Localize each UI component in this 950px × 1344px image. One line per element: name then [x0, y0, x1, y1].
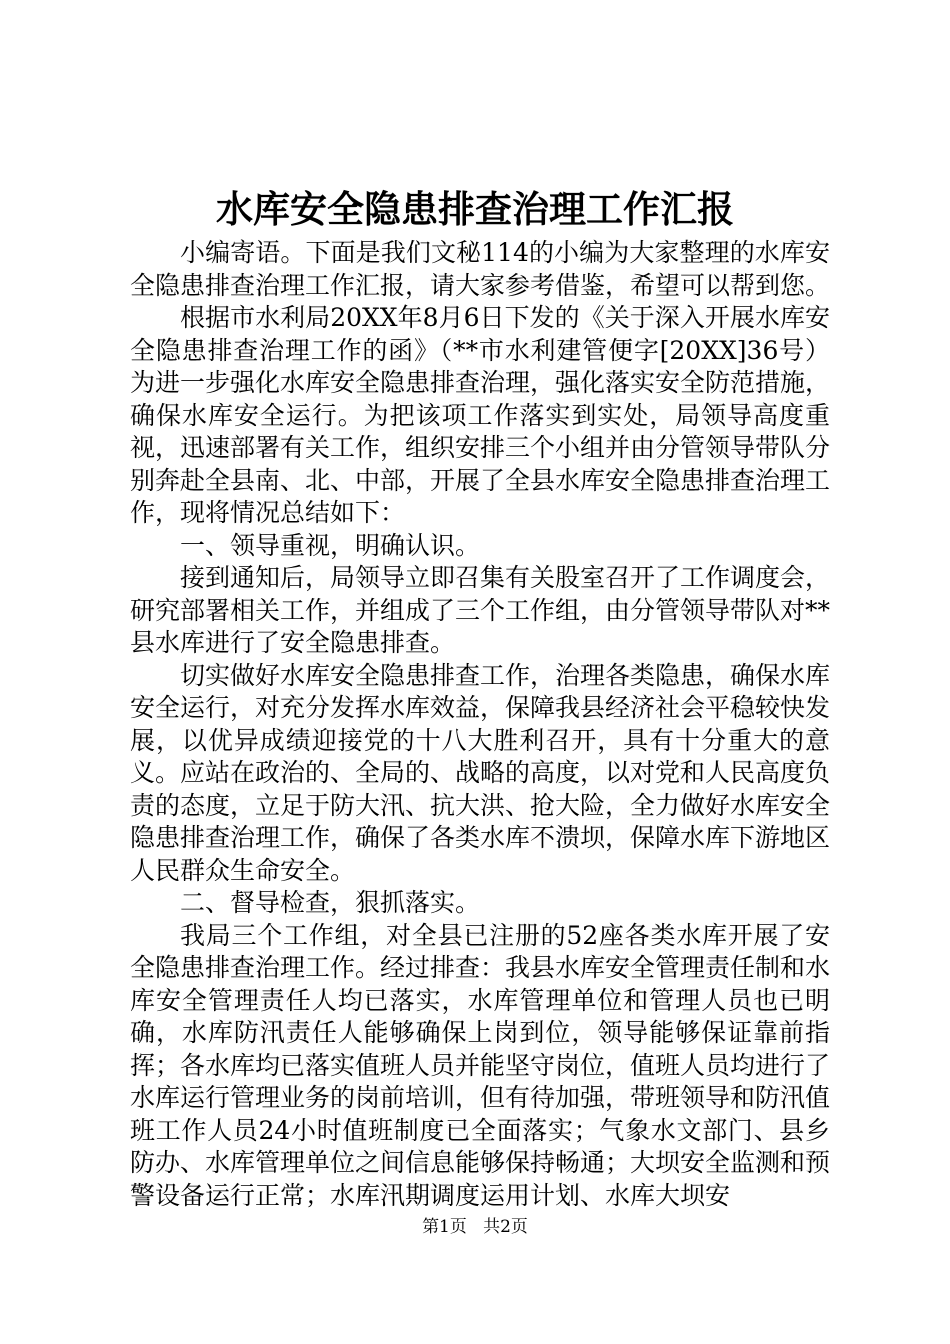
page-separator	[472, 1217, 477, 1237]
document-body	[130, 237, 830, 1212]
paragraph-background: 根据市水利局20XX年8月6日下发的《关于深入开展水库安全隐患排查治理工作的函》（**市水利建管便字[20XX]36号）为进一步强化水库安全隐患排查治理，强化落实安全防范措施，确保水库安全运行。为把该项工作落实到实处，局领导高度重视，迅速部署有关工作，组织安排三个小组并由分管领导带队分别奔赴全县南、北、中部，开展了全县水库安全隐患排查治理工作，现将情况总结如下：	[130, 303, 831, 527]
page-footer	[0, 1215, 950, 1239]
page-number: 第1页	[422, 1217, 467, 1237]
document-title: 水库安全隐患排查治理工作汇报	[216, 187, 734, 231]
section-heading-2: 二、督导检查，狠抓落实。	[180, 888, 481, 917]
page-total: 共2页	[483, 1217, 528, 1237]
paragraph-section-1a: 接到通知后，局领导立即召集有关股室召开了工作调度会，研究部署相关工作，并组成了三个工作组，由分管领导带队对**县水库进行了安全隐患排查。	[130, 563, 831, 657]
paragraph-section-1b: 切实做好水库安全隐患排查工作，治理各类隐患，确保水库安全运行，对充分发挥水库效益，保障我县经济社会平稳较快发展，以优异成绩迎接党的十八大胜利召开，具有十分重大的意义。应站在政治的、全局的、战略的高度，以对党和人民高度负责的态度，立足于防大汛、抗大洪、抢大险，全力做好水库安全隐患排查治理工作，确保了各类水库不溃坝，保障水库下游地区人民群众生命安全。	[130, 660, 831, 885]
paragraph-section-2a: 我局三个工作组，对全县已注册的52座各类水库开展了安全隐患排查治理工作。经过排查：我县水库安全管理责任制和水库安全管理责任人均已落实，水库管理单位和管理人员也已明确，水库防汛责任人能够确保上岗到位，领导能够保证靠前指挥；各水库均已落实值班人员并能坚守岗位，值班人员均进行了水库运行管理业务的岗前培训，但有待加强，带班领导和防汛值班工作人员24小时值班制度已全面落实；气象水文部门、县乡防办、水库管理单位之间信息能够保持畅通；大坝安全监测和预警设备运行正常；水库汛期调度运用计划、水库大坝安	[130, 920, 831, 1210]
section-heading-1: 一、领导重视，明确认识。	[180, 530, 481, 560]
paragraph-intro: 小编寄语。下面是我们文秘114的小编为大家整理的水库安全隐患排查治理工作汇报，请大家参考借鉴，希望可以帮到您。	[130, 238, 831, 300]
